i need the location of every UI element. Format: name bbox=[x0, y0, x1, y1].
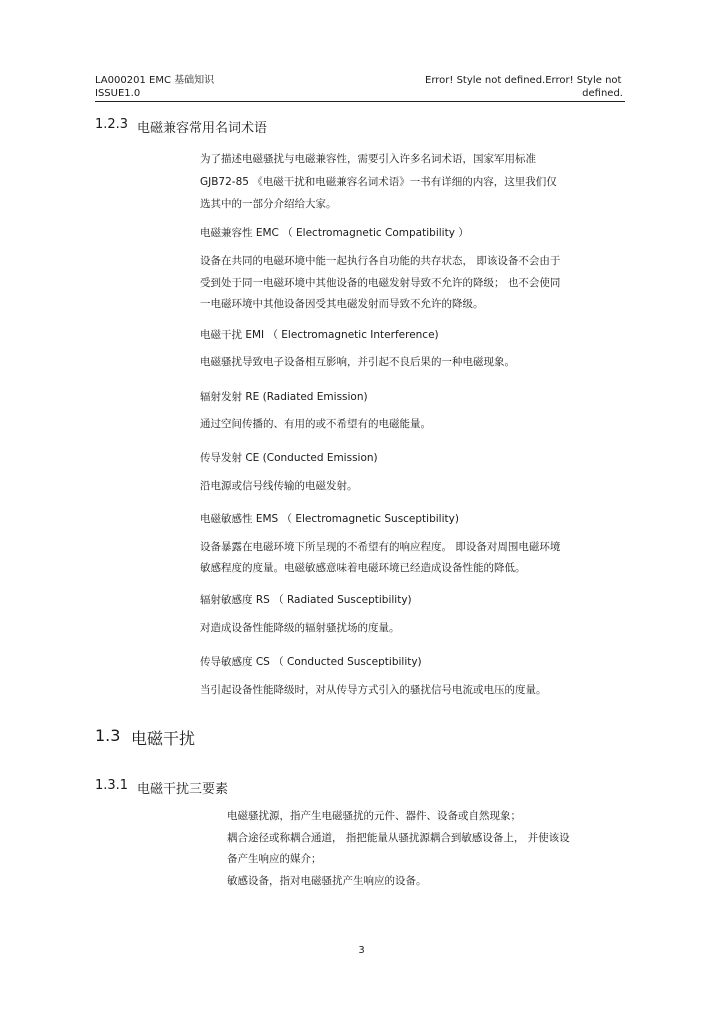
header-issue: ISSUE1.0 bbox=[95, 88, 141, 99]
section-1-2-3-number: 1.2.3 bbox=[95, 117, 129, 132]
term-emc-def: 设备在共同的电磁环境中能一起执行各自功能的共存状态， 即该设备不会由于 bbox=[200, 255, 561, 267]
header-rule bbox=[95, 101, 625, 102]
page-number: 3 bbox=[358, 945, 365, 956]
term-ems-label: 电磁敏感性 EMS （ Electromagnetic Susceptibility) bbox=[200, 513, 459, 525]
term-re-def: 通过空间传播的、有用的或不希望有的电磁能量。 bbox=[200, 418, 431, 430]
section-1-2-3-title: 电磁兼容常用名词术语 bbox=[137, 121, 268, 136]
section-1-3-number: 1.3 bbox=[95, 726, 121, 745]
term-rs-label: 辐射敏感度 RS （ Radiated Susceptibility) bbox=[200, 594, 412, 606]
term-ce-label: 传导发射 CE (Conducted Emission) bbox=[200, 452, 378, 464]
term-emc-def: 一电磁环境中其他设备因受其电磁发射而导致不允许的降级。 bbox=[200, 298, 484, 310]
section-1-3-1-number: 1.3.1 bbox=[95, 778, 129, 793]
term-cs-def: 当引起设备性能降级时，对从传导方式引入的骚扰信号电流或电压的度量。 bbox=[200, 684, 547, 696]
element-line: 耦合途径或称耦合通道， 指把能量从骚扰源耦合到敏感设备上， 并使该设 bbox=[227, 832, 570, 844]
term-emc-label: 电磁兼容性 EMC （ Electromagnetic Compatibility ） bbox=[200, 227, 469, 239]
term-ems-def: 设备暴露在电磁环境下所呈现的不希望有的响应程度。 即设备对周围电磁环境 bbox=[200, 541, 561, 553]
term-cs-label: 传导敏感度 CS （ Conducted Susceptibility) bbox=[200, 656, 422, 668]
element-line: 备产生响应的媒介； bbox=[227, 853, 322, 865]
header-doc-id: LA000201 EMC 基础知识 bbox=[95, 75, 215, 86]
intro-line: GJB72-85 《电磁干扰和电磁兼容名词术语》一书有详细的内容，这里我们仅 bbox=[200, 176, 557, 188]
term-re-label: 辐射发射 RE (Radiated Emission) bbox=[200, 391, 368, 403]
term-emc-def: 受到处于同一电磁环境中其他设备的电磁发射导致不允许的降级； 也不会使同 bbox=[200, 277, 561, 289]
header-style-error-1: Error! Style not defined.Error! Style not bbox=[425, 75, 622, 86]
term-emi-def: 电磁骚扰导致电子设备相互影响，并引起不良后果的一种电磁现象。 bbox=[200, 356, 515, 368]
intro-line: 为了描述电磁骚扰与电磁兼容性，需要引入许多名词术语，国家军用标准 bbox=[200, 153, 536, 165]
intro-line: 选其中的一部分介绍给大家。 bbox=[200, 198, 337, 210]
term-emi-label: 电磁干扰 EMI （ Electromagnetic Interference) bbox=[200, 329, 439, 341]
term-ce-def: 沿电源或信号线传输的电磁发射。 bbox=[200, 480, 358, 492]
term-rs-def: 对造成设备性能降级的辐射骚扰场的度量。 bbox=[200, 622, 400, 634]
term-ems-def: 敏感程度的度量。电磁敏感意味着电磁环境已经造成设备性能的降低。 bbox=[200, 562, 526, 574]
element-line: 电磁骚扰源，指产生电磁骚扰的元件、器件、设备或自然现象； bbox=[227, 810, 521, 822]
section-1-3-1-title: 电磁干扰三要素 bbox=[137, 782, 229, 797]
element-line: 敏感设备，指对电磁骚扰产生响应的设备。 bbox=[227, 875, 427, 887]
section-1-3-title: 电磁干扰 bbox=[131, 729, 196, 748]
header-style-error-2: defined. bbox=[582, 88, 623, 99]
